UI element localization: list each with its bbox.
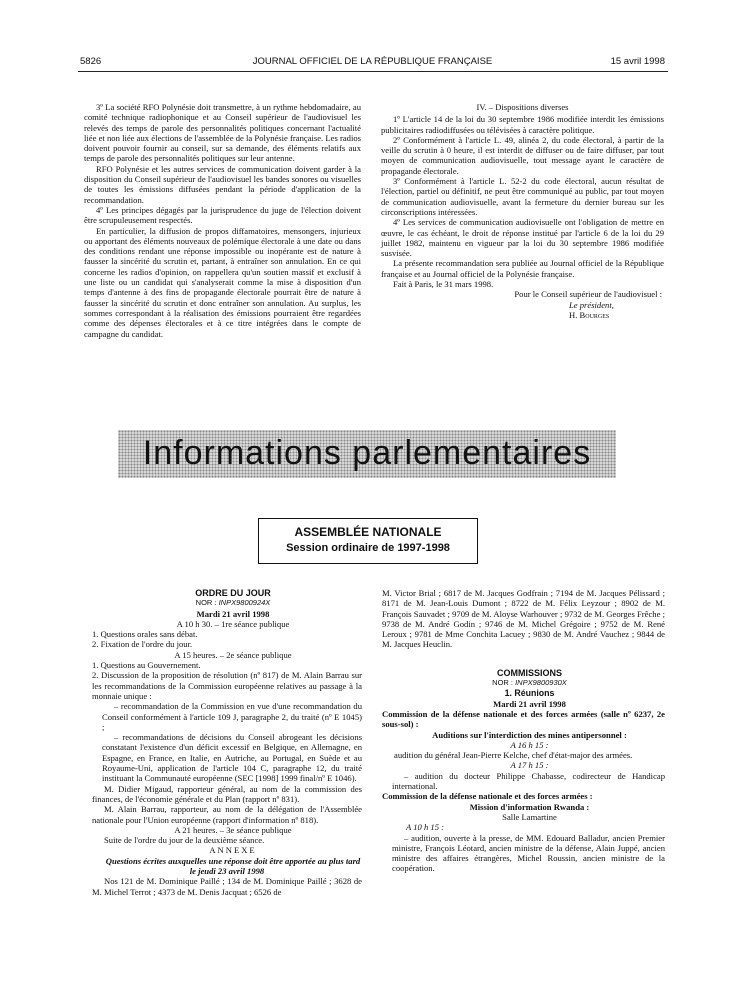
- commissions-title: COMMISSIONS: [496, 667, 562, 678]
- agenda-item: 2. Discussion de la proposition de résolution (nº 817) de M. Alain Barrau sur les recommandations de la Commission européenne relatives au passage à la monnaie unique :: [92, 670, 362, 701]
- signature-for: Pour le Conseil supérieur de l'audiovisuel :: [514, 289, 662, 300]
- day-heading: Mardi 21 avril 1998: [196, 608, 270, 619]
- annex-title: ANNEXE: [209, 845, 257, 856]
- reporter: M. Didier Migaud, rapporteur général, au nom de la commission des finances, de l'économie générale et du Plan (rapport nº 831).: [92, 783, 362, 804]
- ordre-du-jour-column: [92, 588, 362, 897]
- session-time: A 15 heures. – 2e séance publique: [174, 649, 292, 660]
- day-heading: Mardi 21 avril 1998: [493, 698, 566, 709]
- header-rule: [78, 71, 668, 72]
- meeting-item: audition du général Jean-Pierre Kelche, chef d'état-major des armées.: [394, 750, 633, 761]
- signature-name: H. Bourges: [569, 309, 610, 320]
- paragraph: 1º L'article 14 de la loi du 30 septembre 1986 modifiée interdit les émissions publicitaires radiodiffusées ou télévisées à caractère politique.: [381, 114, 664, 135]
- page-number: 5826: [80, 56, 102, 67]
- page-header: [80, 56, 665, 70]
- commissions-column: [382, 588, 665, 874]
- paragraph: 3º Conformément à l'article L. 52-2 du code électoral, aucun résultat de l'élection, partiel ou définitif, ne peut être communiqué au public, par tout moyen de communication audiovisuelle, avant la fermeture du dernier bureau sur les circonscriptions intéressées.: [381, 176, 664, 217]
- ordre-du-jour-title: ORDRE DU JOUR: [195, 588, 271, 598]
- commission-title: Commission de la défense nationale et des forces armées (salle nº 6237, 2e sous-sol) :: [382, 708, 665, 730]
- agenda-item: 2. Fixation de l'ordre du jour.: [92, 639, 193, 650]
- meeting-item: – audition du docteur Philippe Chabasse, codirecteur de Handicap international.: [392, 770, 665, 792]
- assembly-box: [258, 518, 478, 564]
- banner-title: Informations parlementaires: [142, 434, 592, 472]
- meetings-heading: 1. Réunions: [504, 688, 555, 699]
- reporter: M. Alain Barrau, rapporteur, au nom de la délégation de l'Assemblée nationale pour l'Union européenne (rapport d'information nº 818).: [92, 804, 362, 825]
- meeting-time: A 16 h 15 :: [510, 739, 549, 750]
- paragraph: La présente recommandation sera publiée au Journal officiel de la République française et au Journal officiel de la Polynésie française.: [381, 258, 664, 279]
- issue-date: 15 avril 1998: [610, 56, 665, 67]
- top-right-column: [381, 102, 664, 320]
- questions-list-continued: M. Victor Brial ; 6817 de M. Jacques Godfrain ; 7194 de M. Jacques Pélissard ; 8171 de M. Jean-Louis Dumont ; 8722 de M. Félix Leyzour ; 8902 de M. François Sauvadet ; 9709 de M. Aloyse Warhouver ; 9732 de M. Georges Frêche ; 9738 de M. André Godin ; 9746 de M. Michel Grégoire ; 9752 de M. René Leroux ; 9781 de Mme Conchita Lacuey ; 9830 de M. André Vauchez ; 9844 de M. Jacques Heuclin.: [382, 588, 665, 650]
- section-title: IV. – Dispositions diverses: [476, 102, 569, 112]
- top-left-column: [84, 102, 361, 339]
- commission-subtitle: Auditions sur l'interdiction des mines antipersonnel :: [432, 729, 627, 740]
- journal-title: JOURNAL OFFICIEL DE LA RÉPUBLIQUE FRANÇAISE: [252, 56, 493, 67]
- agenda-subitem: – recommandations de décisions du Conseil abrogeant les décisions constatant l'existence d'un déficit excessif en Belgique, en Allemagne, en Espagne, en France, en Italie, en Autriche, au Portugal, en Suède et au Royaume-Uni, application de l'article 104 C, paragraphe 12, du traité instituant la Communauté européenne (SEC [1998] 1999 final/nº E 1046).: [102, 732, 362, 784]
- meeting-room: Salle Lamartine: [502, 811, 557, 822]
- agenda-item: 1. Questions orales sans débat.: [92, 629, 198, 640]
- assembly-name: ASSEMBLÉE NATIONALE: [294, 525, 442, 539]
- questions-title: Questions écrites auxquelles une réponse doit être apportée au plus tard le jeudi 23 avril 1998: [105, 855, 361, 877]
- commission-subtitle: Mission d'information Rwanda :: [469, 801, 590, 812]
- section-banner: [118, 430, 616, 478]
- paragraph: RFO Polynésie et les autres services de communication doivent garder à la disposition du Conseil supérieur de l'audiovisuel les bandes sonores ou visuelles de toutes les émissions diffusées pendant la période d'application de la recommandation.: [84, 163, 361, 205]
- paragraph: 4º Les principes dégagés par la jurisprudence du juge de l'élection doivent être scrupuleusement respectés.: [84, 204, 361, 226]
- paragraph: 3º La société RFO Polynésie doit transmettre, à un rythme hebdomadaire, au comité technique radiophonique et au Conseil supérieur de l'audiovisuel les relevés des temps de parole des personnalités politiques concernant l'actualité liée et non liée aux élections de l'assemblée de la Polynésie française. Les radios doivent pouvoir fournir au conseil, sur sa demande, des éléments relatifs aux temps de parole des personnalités politiques sur leur antenne.: [84, 102, 361, 164]
- agenda-text: Suite de l'ordre du jour de la deuxième séance.: [104, 835, 265, 846]
- nor-label: NOR :: [195, 598, 219, 608]
- place-date: Fait à Paris, le 31 mars 1998.: [393, 279, 494, 290]
- meeting-time: A 17 h 15 :: [510, 760, 549, 771]
- signature-role: Le président,: [569, 299, 614, 310]
- agenda-item: 1. Questions au Gouvernement.: [92, 660, 201, 671]
- paragraph: En particulier, la diffusion de propos diffamatoires, mensongers, injurieux ou apportant des éléments nouveaux de polémique électorale à une date ou dans des conditions rendant une réponse impossible ou inopérante est de nature à fausser la sincérité du scrutin et, partant, à entraîner son annulation. En ce qui concerne les radios d'opinion, on rappellera qu'un soutien massif et exclusif à une liste ou un candidat qui s'analyserait comme la mise à disposition d'un temps d'antenne à des fins de propagande électorale pourrait être de nature à fausser la sincérité du scrutin et donc entraîner son annulation. Au surplus, les sommes correspondant à la réalisation des émissions pourraient être regardées comme des dépenses électorales et à ce titre intégrées dans le compte de campagne du candidat.: [84, 225, 361, 339]
- session-time: A 21 heures. – 3e séance publique: [174, 824, 292, 835]
- nor-code: INPX9800924X: [218, 598, 271, 608]
- paragraph: 4º Les services de communication audiovisuelle ont l'obligation de mettre en œuvre, le cas échéant, le droit de réponse institué par l'article 6 de la loi du 29 juillet 1982, maintenu en vigueur par la loi du 30 septembre 1986 modifiée susvisée.: [381, 217, 664, 259]
- meeting-item: – audition, ouverte à la presse, de MM. Edouard Balladur, ancien Premier ministre, François Léotard, ancien ministre de la défense, Alain Juppé, ancien ministre des affaires étrangères, Michel Roussin, ancien ministre de la coopération.: [392, 832, 665, 874]
- nor-reference: [382, 678, 665, 688]
- agenda-subitem: – recommandation de la Commission en vue d'une recommandation du Conseil conformément à l'article 109 J, paragraphe 2, du traité (nº E 1045) ;: [102, 701, 362, 732]
- commission-title: Commission de la défense nationale et des forces armées :: [382, 791, 593, 802]
- session-time: A 10 h 30. – 1re séance publique: [176, 618, 290, 629]
- nor-code: INPX9800930X: [515, 678, 567, 688]
- meeting-time: A 10 h 15 :: [406, 822, 445, 833]
- paragraph: 2º Conformément à l'article L. 49, alinéa 2, du code électoral, à partir de la veille du scrutin à 0 heure, il est interdit de diffuser ou de faire diffuser, par tout moyen de communication audiovisuelle, tout message ayant le caractère de propagande électorale.: [381, 134, 664, 176]
- session-name: Session ordinaire de 1997-1998: [286, 542, 450, 554]
- questions-list: Nos 121 de M. Dominique Paillé ; 134 de M. Dominique Paillé ; 3628 de M. Michel Terrot ; 4373 de M. Denis Jacquat ; 6526 de: [92, 876, 362, 897]
- nor-label: NOR :: [492, 678, 516, 688]
- nor-reference: [92, 598, 362, 608]
